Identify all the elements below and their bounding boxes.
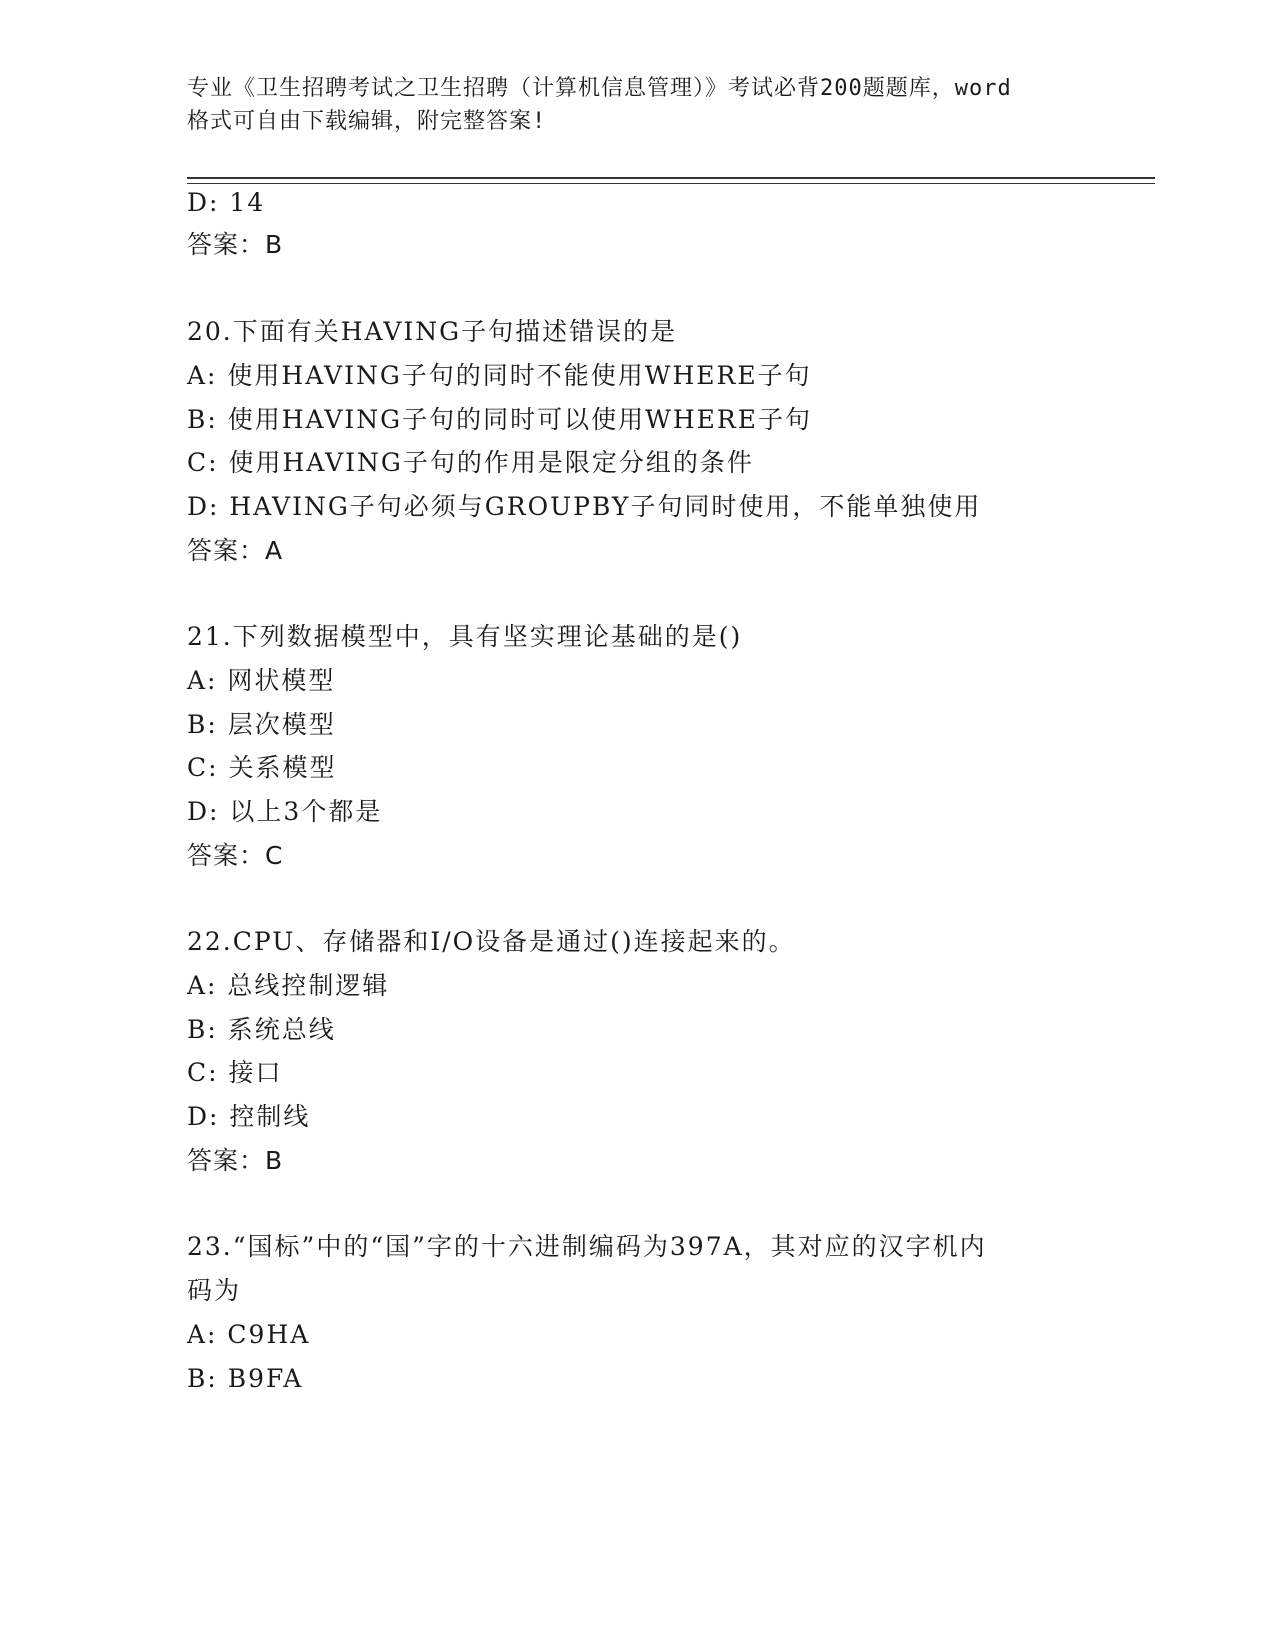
q22-option-a: A: 总线控制逻辑	[187, 971, 390, 1000]
header-line-1: 专业《卫生招聘考试之卫生招聘（计算机信息管理）》考试必背200题题库，word	[187, 76, 1012, 101]
q21-option-b: B: 层次模型	[187, 710, 336, 739]
q22-option-c: C: 接口	[187, 1058, 283, 1087]
header-divider-thick	[187, 177, 1155, 179]
q23-option-b: B: B9FA	[187, 1364, 304, 1393]
q21-option-a: A: 网状模型	[187, 666, 336, 695]
q22-option-b: B: 系统总线	[187, 1015, 336, 1044]
q21-answer: 答案：C	[187, 841, 284, 870]
q23-stem-line-1: 23.“国标”中的“国”字的十六进制编码为397A，其对应的汉字机内	[187, 1232, 987, 1261]
q20-option-c: C: 使用HAVING子句的作用是限定分组的条件	[187, 448, 754, 477]
document-header	[187, 72, 1087, 138]
q20-option-d: D: HAVING子句必须与GROUPBY子句同时使用，不能单独使用	[187, 492, 982, 521]
header-line-2: 格式可自由下载编辑，附完整答案!	[187, 109, 547, 134]
q21-option-d: D: 以上3个都是	[187, 797, 383, 826]
q21-stem: 21.下列数据模型中，具有坚实理论基础的是()	[187, 622, 743, 651]
q20-option-a: A: 使用HAVING子句的同时不能使用WHERE子句	[187, 361, 812, 390]
q22-answer: 答案：B	[187, 1146, 284, 1175]
prev-option-d: D: 14	[187, 188, 266, 217]
q21-option-c: C: 关系模型	[187, 753, 337, 782]
q22-option-d: D: 控制线	[187, 1102, 311, 1131]
header-divider-thin	[187, 183, 1155, 184]
q20-answer: 答案：A	[187, 536, 284, 565]
q20-stem: 20.下面有关HAVING子句描述错误的是	[187, 317, 678, 346]
q22-stem: 22.CPU、存储器和I/O设备是通过()连接起来的。	[187, 927, 796, 956]
q20-option-b: B: 使用HAVING子句的同时可以使用WHERE子句	[187, 405, 812, 434]
q23-option-a: A: C9HA	[187, 1320, 311, 1349]
q23-stem-line-2: 码为	[187, 1276, 242, 1305]
prev-answer: 答案：B	[187, 230, 284, 259]
